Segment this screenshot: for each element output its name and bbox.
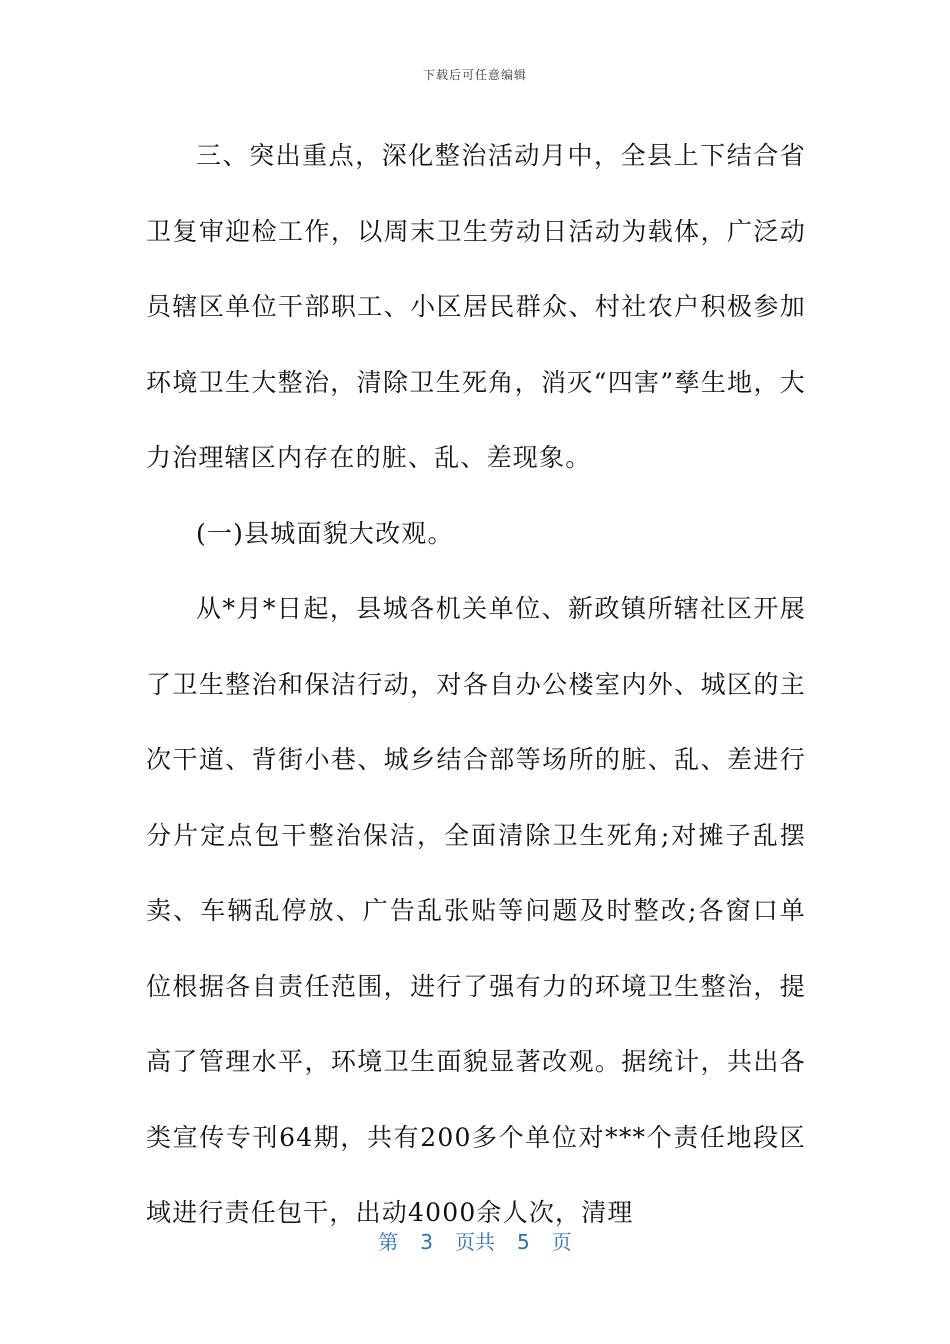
footer-middle: 页共 — [455, 1230, 495, 1254]
footer-total-pages: 5 — [517, 1230, 530, 1254]
footer-prefix: 第 — [378, 1230, 399, 1254]
document-body — [146, 118, 806, 1251]
header-note: 下载后可任意编辑 — [422, 68, 527, 82]
paragraph-3: 从*月*日起，县城各机关单位、新政镇所辖社区开展了卫生整治和保洁行动，对各自办公楼室内外、城区的主次干道、背街小巷、城乡结合部等场所的脏、乱、差进行分片定点包干整治保洁，全面清除卫生死角;对摊子乱摆卖、车辆乱停放、广告乱张贴等问题及时整改;各窗口单位根据各自责任范围，进行了强有力的环境卫生整治，提高了管理水平，环境卫生面貌显著改观。据统计，共出各类宣传专刊64期，共有200多个单位对***个责任地段区域进行责任包干，出动4000余人次，清理 — [146, 594, 806, 1227]
page-footer — [0, 1226, 950, 1255]
footer-current-page: 3 — [420, 1230, 433, 1254]
paragraph-2: (一)县城面貌大改观。 — [196, 518, 454, 548]
footer-suffix: 页 — [551, 1230, 572, 1254]
paragraph-1: 三、突出重点，深化整治活动月中，全县上下结合省卫复审迎检工作，以周末卫生劳动日活动为载体，广泛动员辖区单位干部职工、小区居民群众、村社农户积极参加环境卫生大整治，清除卫生死角，消灭“四害”孳生地，大力治理辖区内存在的脏、乱、差现象。 — [146, 141, 806, 472]
